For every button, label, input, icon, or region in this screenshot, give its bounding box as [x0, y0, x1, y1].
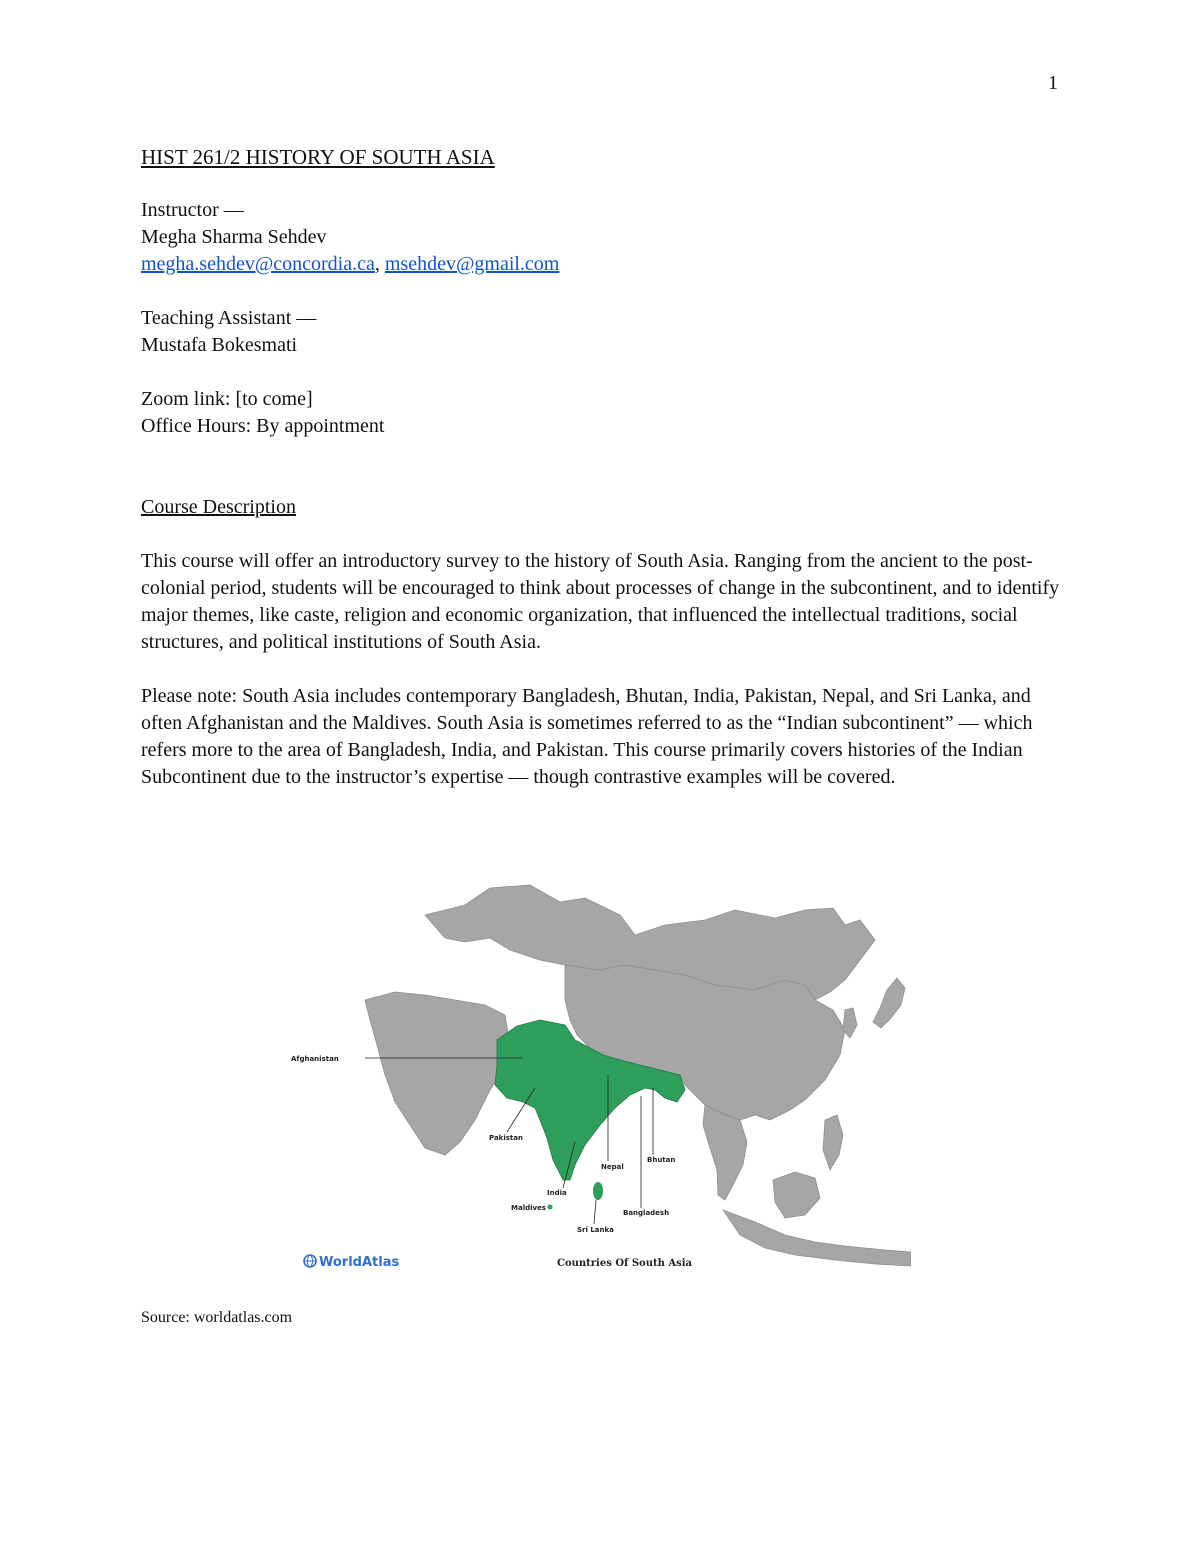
land-korea — [843, 1008, 857, 1038]
label-pakistan: Pakistan — [489, 1134, 523, 1142]
description-paragraph: This course will offer an introductory survey to the history of South Asia. Ranging from the ancient to the post-colonial period, students will be encouraged to think about processes of change in the subcontinent, and to identify major themes, like caste, religion and economic organization, that influenced the intellectual traditions, social structures, and political institutions of South Asia. — [141, 550, 1060, 653]
instructor-alt-email-link[interactable]: msehdev@gmail.com — [384, 253, 560, 275]
maldives-marker — [548, 1205, 553, 1210]
label-sri-lanka: Sri Lanka — [577, 1226, 614, 1234]
note-paragraph: Please note: South Asia includes contemporary Bangladesh, Bhutan, India, Pakistan, Nepal, and Sri Lanka, and often Afghanistan and the Maldives. South Asia is sometimes referred to as the “Indian subcontinent” — which refers more to the area of Bangladesh, India, and Pakistan. This course primarily covers histories of the Indian Subcontinent due to the instructor’s expertise — though contrastive examples will be covered. — [141, 685, 1033, 788]
ta-name: Mustafa Bokesmati — [141, 334, 298, 356]
label-maldives: Maldives — [511, 1204, 546, 1212]
leader-sri-lanka — [594, 1200, 596, 1224]
document-body — [141, 144, 1071, 818]
land-philippines — [823, 1115, 843, 1170]
label-afghanistan: Afghanistan — [291, 1055, 339, 1063]
instructor-block — [141, 197, 1071, 278]
label-bhutan: Bhutan — [647, 1156, 676, 1164]
ta-label: Teaching Assistant — — [141, 307, 317, 329]
land-japan — [873, 978, 905, 1028]
label-bangladesh: Bangladesh — [623, 1209, 670, 1217]
instructor-label: Instructor — — [141, 199, 244, 221]
ta-block — [141, 305, 1071, 359]
label-nepal: Nepal — [601, 1163, 624, 1171]
land-borneo — [773, 1172, 820, 1218]
zoom-link: Zoom link: [to come] — [141, 388, 313, 410]
land-indonesia-west — [723, 1210, 911, 1266]
office-hours: Office Hours: By appointment — [141, 415, 385, 437]
label-india: India — [547, 1189, 567, 1197]
course-title: HIST 261/2 HISTORY OF SOUTH ASIA — [141, 145, 495, 169]
instructor-emails — [141, 251, 1071, 278]
map-caption: Countries Of South Asia — [557, 1258, 693, 1269]
image-source: Source: worldatlas.com — [141, 1309, 293, 1326]
south-asia-map — [285, 880, 911, 1280]
course-description-heading: Course Description — [141, 496, 296, 518]
email-separator: , — [374, 253, 385, 275]
worldatlas-logo — [304, 1255, 399, 1270]
logistics-block — [141, 386, 1071, 440]
page-number: 1 — [1048, 72, 1058, 94]
sri-lanka-shape — [593, 1182, 603, 1200]
instructor-name: Megha Sharma Sehdev — [141, 226, 327, 248]
map-graphic — [285, 880, 911, 1280]
land-middle-east — [365, 992, 510, 1155]
instructor-email-link[interactable]: megha.sehdev@concordia.ca — [141, 253, 375, 275]
brand-text: WorldAtlas — [319, 1255, 400, 1270]
